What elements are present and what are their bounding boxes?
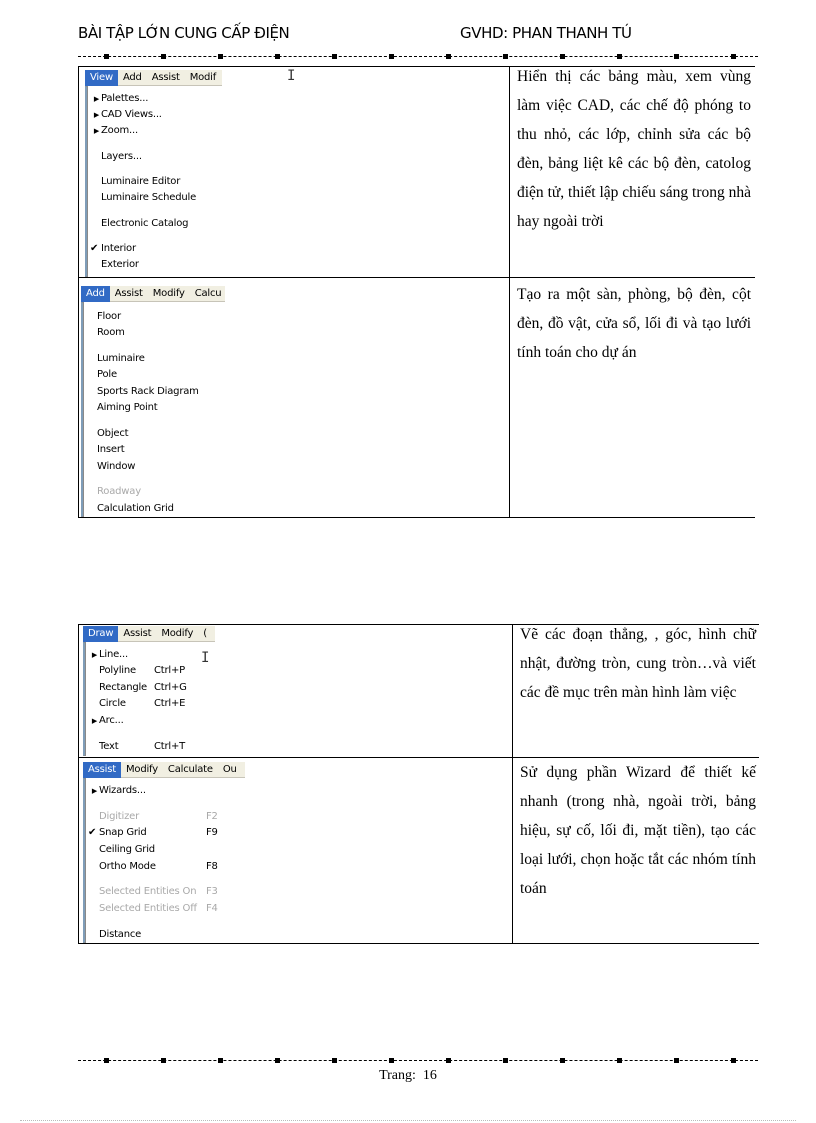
submenu-arrow-icon: ▶ — [93, 127, 99, 135]
menu-draw[interactable]: Draw — [83, 626, 118, 642]
divider-marker — [731, 1058, 736, 1063]
draw-menu-description: Vẽ các đoạn thẳng, , góc, hình chữ nhật, đường tròn, cung tròn…và viết các đề mục trên màn hình làm việc — [520, 626, 756, 701]
menu-bar — [81, 286, 225, 302]
divider-marker — [503, 54, 508, 59]
menu-add[interactable]: Add — [122, 71, 142, 83]
header-course-title: BÀI TẬP LỚN CUNG CẤP ĐIỆN — [78, 24, 290, 42]
divider-marker — [674, 54, 679, 59]
divider-marker — [674, 1058, 679, 1063]
menu-modify[interactable]: Modify — [125, 763, 158, 775]
divider-marker — [275, 1058, 280, 1063]
menu-assist[interactable]: Assist — [83, 762, 121, 778]
menu-modify[interactable]: Modif — [189, 71, 217, 83]
menu-assist[interactable]: Assist — [114, 287, 143, 299]
table-menus-draw-assist — [78, 624, 758, 944]
menu-bar — [83, 626, 215, 642]
text-cursor-icon: I — [287, 68, 296, 84]
divider-marker — [560, 1058, 565, 1063]
submenu-arrow-icon: ▶ — [91, 651, 97, 659]
divider-marker — [104, 1058, 109, 1063]
menu-assist[interactable]: Assist — [151, 71, 180, 83]
divider-marker — [104, 54, 109, 59]
assist-menu-screenshot — [83, 762, 245, 943]
divider-marker — [446, 1058, 451, 1063]
divider-marker — [161, 1058, 166, 1063]
assist-dropdown: Wizards... ▶ Digitizer F2 ✔ Snap Grid F9 Ceiling Grid Ortho Mode F8 Selected Entities On F3 Selected Entities Off F4 Distance — [83, 778, 86, 943]
divider-marker — [617, 1058, 622, 1063]
menu-output[interactable]: Ou — [222, 763, 237, 775]
menu-calculate[interactable]: Calcu — [194, 287, 222, 299]
menu-calculate[interactable]: Calculate — [167, 763, 213, 775]
text-cursor-icon: I — [201, 650, 210, 666]
header-instructor: GVHD: PHAN THANH TÚ — [460, 24, 632, 42]
divider-marker — [731, 54, 736, 59]
divider-marker — [560, 54, 565, 59]
header-divider — [78, 52, 758, 62]
divider-marker — [389, 1058, 394, 1063]
table-menus-view-add — [78, 66, 754, 518]
menu-bar — [85, 70, 222, 86]
view-menu-screenshot — [85, 70, 222, 277]
divider-marker — [332, 54, 337, 59]
submenu-arrow-icon: ▶ — [91, 717, 97, 725]
page-number: Trang: 16 — [379, 1068, 437, 1083]
add-menu-description: Tạo ra một sàn, phòng, bộ đèn, cột đèn, đồ vật, cửa sổ, lối đi và tạo lưới tính toán cho dự án — [517, 286, 751, 361]
menu-modify[interactable]: Modify — [152, 287, 185, 299]
divider-marker — [389, 54, 394, 59]
add-dropdown: Floor Room Luminaire Pole Sports Rack Diagram Aiming Point Object Insert Window Roadway Calculation Grid — [81, 302, 84, 517]
menu-view[interactable]: View — [85, 70, 118, 86]
menu-modify[interactable]: Modify — [161, 627, 194, 639]
divider-marker — [503, 1058, 508, 1063]
footer-divider — [78, 1056, 758, 1066]
menu-assist[interactable]: Assist — [123, 627, 152, 639]
draw-menu-screenshot — [83, 626, 215, 756]
divider-marker — [161, 54, 166, 59]
view-dropdown: Palettes... ▶ CAD Views... ▶ Zoom... ▶ Layers... Luminaire Editor Luminaire Schedule Electronic Catalog ✔ Interior Exterior — [85, 86, 88, 277]
add-menu-screenshot — [81, 286, 225, 517]
menu-add[interactable]: Add — [81, 286, 110, 302]
divider-marker — [617, 54, 622, 59]
assist-menu-description: Sử dụng phần Wizard để thiết kế nhanh (trong nhà, ngoài trời, bảng hiệu, sự cố, lối đi, mặt tiền), tạo các loại lưới, chọn hoặc tắt các nhóm tính toán — [520, 764, 756, 897]
checkmark-icon: ✔ — [90, 243, 99, 254]
divider-marker — [446, 54, 451, 59]
draw-dropdown: Line... ▶ Polyline Ctrl+P Rectangle Ctrl+G Circle Ctrl+E Arc... ▶ Text Ctrl+T — [83, 642, 86, 756]
menu-bar — [83, 762, 245, 778]
checkmark-icon: ✔ — [88, 827, 97, 838]
divider-marker — [218, 54, 223, 59]
divider-marker — [218, 1058, 223, 1063]
submenu-arrow-icon: ▶ — [93, 111, 99, 119]
submenu-arrow-icon: ▶ — [93, 95, 99, 103]
divider-marker — [332, 1058, 337, 1063]
menu-calculate[interactable]: ( — [203, 627, 207, 639]
submenu-arrow-icon: ▶ — [91, 787, 97, 795]
view-menu-description: Hiển thị các bảng màu, xem vùng làm việc CAD, các chế độ phóng to thu nhỏ, các lớp, chỉnh sửa các bộ đèn, bảng liệt kê các bộ đèn, catolog điện tử, thiết lập chiếu sáng trong nhà hay ngoài trời — [517, 68, 751, 230]
divider-marker — [275, 54, 280, 59]
